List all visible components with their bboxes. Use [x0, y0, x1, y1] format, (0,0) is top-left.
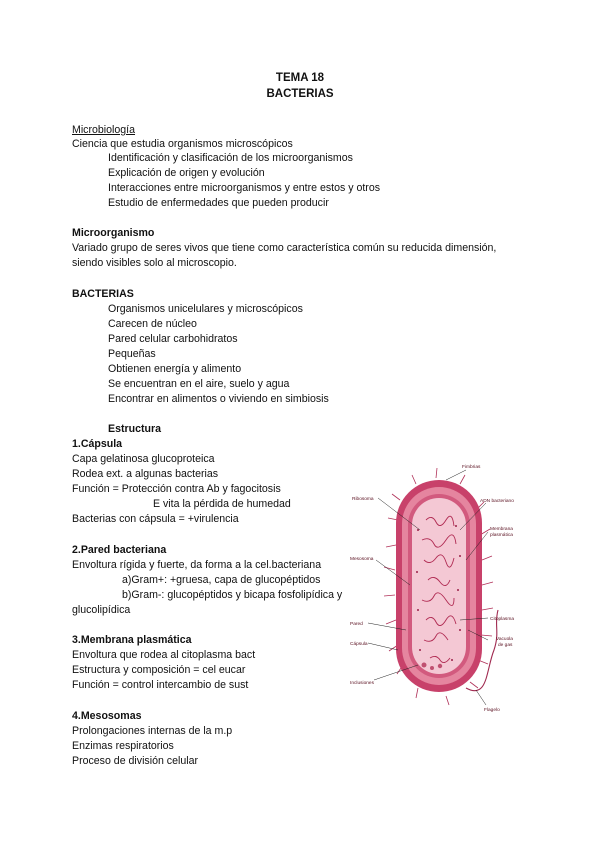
bacterias-item: Encontrar en alimentos o viviendo en simbiosis	[108, 393, 329, 405]
microbiologia-heading: Microbiología	[72, 124, 136, 136]
microbiologia-item: Estudio de enfermedades que pueden producir	[108, 197, 329, 209]
pared-line: a)Gram+: +gruesa, capa de glucopéptidos	[122, 574, 321, 586]
label-ribosoma: Ribosoma	[352, 497, 374, 502]
label-membrana: Membrana	[490, 527, 513, 532]
mesosomas-line: Proceso de división celular	[72, 755, 199, 767]
bacterias-item: Organismos unicelulares y microscópicos	[108, 303, 303, 315]
label-vacuola: Vacuola	[496, 637, 513, 642]
cytoplasm	[412, 498, 466, 674]
label-citoplasma: Citoplasma	[490, 617, 514, 622]
bacterium-diagram	[348, 460, 530, 715]
capsula-heading: 1.Cápsula	[72, 438, 123, 450]
pared-line: b)Gram-: glucopéptidos y bicapa fosfolipídica y	[122, 589, 343, 601]
label-inclusiones: Inclusiones	[350, 681, 374, 686]
document-title: TEMA 18	[275, 72, 325, 84]
mesosomas-heading: 4.Mesosomas	[72, 710, 142, 722]
membrana-line: Estructura y composición = cel eucar	[72, 664, 246, 676]
label-fimbrias: Fimbrias	[462, 465, 481, 470]
pared-line: Envoltura rígida y fuerte, da forma a la cel.bacteriana	[72, 559, 322, 571]
microorganismo-heading: Microorganismo	[72, 227, 155, 239]
document-subtitle: BACTERIAS	[266, 88, 334, 100]
label-mesosoma: Mesosoma	[350, 557, 374, 562]
membrana-line: Envoltura que rodea al citoplasma bact	[72, 649, 256, 661]
pared-line: glucolipídica	[72, 604, 131, 616]
microbiologia-definition: Ciencia que estudia organismos microscópicos	[72, 138, 293, 150]
label-membrana-2: plasmática	[490, 533, 513, 538]
bacterias-item: Pared celular carbohidratos	[108, 333, 238, 345]
microbiologia-item: Interacciones entre microorganismos y entre estos y otros	[108, 182, 381, 194]
estructura-heading: Estructura	[108, 423, 161, 435]
capsula-line: Rodea ext. a algunas bacterias	[72, 468, 219, 480]
bacterias-item: Obtienen energía y alimento	[108, 363, 242, 375]
capsula-line: Función = Protección contra Ab y fagocitosis	[72, 483, 281, 495]
microorganismo-text: siendo visibles solo al microscopio.	[72, 257, 237, 269]
microbiologia-item: Identificación y clasificación de los microorganismos	[108, 152, 353, 164]
microbiologia-item: Explicación de origen y evolución	[108, 167, 265, 179]
bacterias-heading: BACTERIAS	[72, 288, 134, 300]
capsula-line: Bacterias con cápsula = +virulencia	[72, 513, 239, 525]
label-adn: ADN bacteriano	[480, 499, 514, 504]
mesosomas-line: Enzimas respiratorios	[72, 740, 174, 752]
label-pared: Pared	[350, 622, 363, 627]
bacterias-item: Pequeñas	[108, 348, 156, 360]
capsula-line: Capa gelatinosa glucoproteica	[72, 453, 215, 465]
label-vacuola-2: de gas	[498, 643, 513, 648]
label-flagelo: Flagelo	[484, 708, 500, 713]
bacterias-item: Carecen de núcleo	[108, 318, 197, 330]
pared-heading: 2.Pared bacteriana	[72, 544, 167, 556]
microorganismo-text: Variado grupo de seres vivos que tiene como característica común su reducida dimensión,	[72, 242, 497, 254]
bacterias-item: Se encuentran en el aire, suelo y agua	[108, 378, 290, 390]
membrana-line: Función = control intercambio de sust	[72, 679, 249, 691]
membrana-heading: 3.Membrana plasmática	[72, 634, 192, 646]
capsula-line: E vita la pérdida de humedad	[153, 498, 291, 510]
mesosomas-line: Prolongaciones internas de la m.p	[72, 725, 233, 737]
label-capsula: Cápsula	[350, 642, 368, 647]
